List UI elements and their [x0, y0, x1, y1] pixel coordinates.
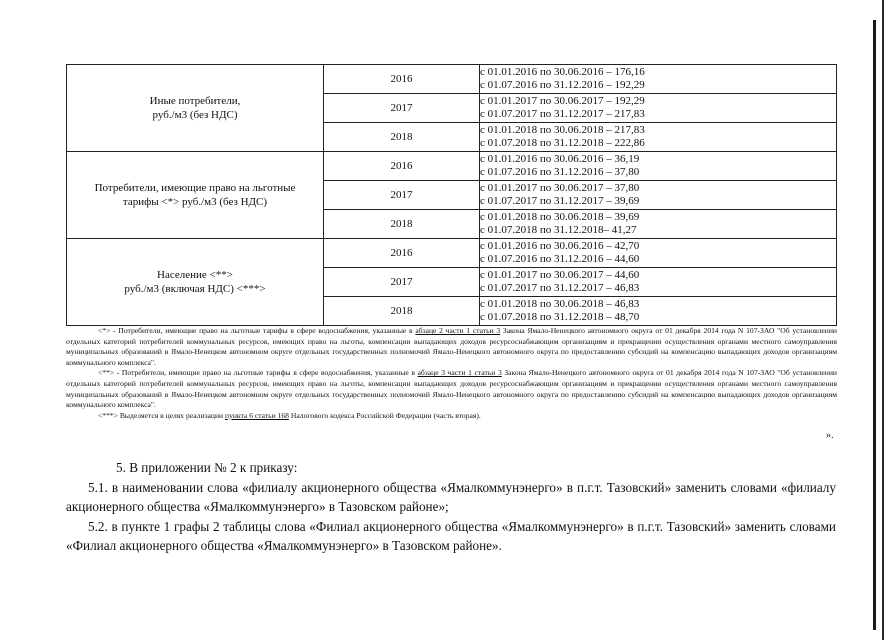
period-second-half: с 01.07.2017 по 31.12.2017 – 46,83 [480, 282, 640, 294]
year-cell: 2018 [324, 297, 480, 326]
period-first-half: с 01.01.2018 по 30.06.2018 – 217,83 [480, 124, 645, 136]
consumer-unit: руб./м3 (включая НДС) <***> [124, 283, 266, 295]
period-second-half: с 01.07.2018 по 31.12.2018 – 222,86 [480, 137, 645, 149]
footnote-1 [66, 326, 837, 368]
consumer-cell [67, 239, 324, 326]
footnote-text: Налогового кодекса Российской Федерации (часть вторая). [288, 410, 481, 420]
year-cell: 2017 [324, 268, 480, 297]
consumer-label: Иные потребители, [149, 95, 241, 107]
consumer-label: Население <**> [157, 269, 233, 281]
period-second-half: с 01.07.2018 по 31.12.2018 – 48,70 [480, 311, 640, 323]
period-cell [480, 210, 837, 239]
period-cell [480, 239, 837, 268]
year-cell: 2017 [324, 94, 480, 123]
tariff-table [66, 64, 837, 326]
consumer-unit: руб./м3 (без НДС) [152, 109, 238, 121]
year-cell: 2018 [324, 123, 480, 152]
order-amendments [66, 458, 836, 556]
footnote-text: <***> Выделяется в целях реализации [98, 410, 225, 420]
consumer-unit: тарифы <*> руб./м3 (без НДС) [122, 196, 268, 208]
period-cell [480, 123, 837, 152]
item-5-heading: 5. В приложении № 2 к приказу: [116, 460, 298, 475]
footnote-3 [66, 411, 837, 422]
consumer-cell [67, 65, 324, 152]
footnote-law-link[interactable]: пункта 6 статьи 168 [225, 410, 289, 420]
year-cell: 2016 [324, 152, 480, 181]
period-cell [480, 94, 837, 123]
period-second-half: с 01.07.2016 по 31.12.2016 – 44,60 [480, 253, 640, 265]
scan-border [882, 0, 884, 640]
footnotes [66, 326, 837, 421]
period-first-half: с 01.01.2016 по 30.06.2016 – 42,70 [480, 240, 640, 252]
period-cell [480, 152, 837, 181]
item-5-1: 5.1. в наименовании слова «филиалу акционерного общества «Ямалкоммунэнерго» в п.г.т. Тазовский» заменить словами «филиалу акционерного общества «Ямалкоммунэнерго» в Тазовском районе»; [66, 479, 836, 515]
period-first-half: с 01.01.2017 по 30.06.2017 – 44,60 [480, 269, 640, 281]
period-second-half: с 01.07.2017 по 31.12.2017 – 39,69 [480, 195, 640, 207]
year-cell: 2017 [324, 181, 480, 210]
table-row [67, 152, 837, 181]
period-first-half: с 01.01.2018 по 30.06.2018 – 39,69 [480, 211, 640, 223]
footnote-text: Закона Ямало-Ненецкого автономного округа от 01 декабря 2014 года N 107-ЗАО "Об установлении отдельных категорий потребителей коммунальных ресурсов, имеющих право на льготы, компенсации выпадающих доходов ресурсоснабжающим организациям и прекращении осуществления органами местного самоуправления муниципальных образований в Ямало-Ненецком автономном округе отдельных государственных полномочий Ямало-Ненецкого автономного округа по предоставлению субсидий на компенсацию выпадающих доходов организациям коммунального комплекса". [66, 368, 837, 410]
year-cell: 2016 [324, 65, 480, 94]
footnote-law-link[interactable]: абзаце 2 части 1 статьи 3 [415, 326, 501, 335]
period-second-half: с 01.07.2018 по 31.12.2018– 41,27 [480, 224, 637, 236]
footnote-text: <*> - Потребители, имеющие право на льготные тарифы в сфере водоснабжения, указанные в [98, 326, 416, 335]
table-row [67, 239, 837, 268]
footnote-law-link[interactable]: абзаце 3 части 1 статьи 3 [417, 368, 502, 378]
footnote-text: <**> - Потребители, имеющие право на льготные тарифы в сфере водоснабжения, указанные в [98, 368, 418, 378]
period-first-half: с 01.01.2018 по 30.06.2018 – 46,83 [480, 298, 640, 310]
footnote-2 [66, 368, 837, 410]
consumer-label: Потребители, имеющие право на льготные [94, 182, 296, 194]
period-cell [480, 297, 837, 326]
footnote-text: Закона Ямало-Ненецкого автономного округа от 01 декабря 2014 года N 107-ЗАО "Об установлении отдельных категорий потребителей коммунальных ресурсов, имеющих право на льготы, компенсации выпадающих доходов ресурсоснабжающим организациям и прекращении осуществления органами местного самоуправления муниципальных образований в Ямало-Ненецком автономном округе отдельных государственных полномочий Ямало-Ненецкого автономного округа по предоставлению субсидий на компенсацию выпадающих доходов организациям коммунального комплекса". [66, 326, 837, 367]
period-cell [480, 181, 837, 210]
period-second-half: с 01.07.2017 по 31.12.2017 – 217,83 [480, 108, 645, 120]
item-5-2: 5.2. в пункте 1 графы 2 таблицы слова «Филиал акционерного общества «Ямалкоммунэнерго» в п.г.т. Тазовский» заменить словами «Филиал акционерного общества «Ямалкоммунэнерго» в Тазовском районе». [66, 518, 836, 554]
period-cell [480, 65, 837, 94]
period-second-half: с 01.07.2016 по 31.12.2016 – 37,80 [480, 166, 640, 178]
closing-quote: ». [826, 430, 834, 441]
scan-edge-line [873, 20, 876, 630]
period-cell [480, 268, 837, 297]
consumer-cell [67, 152, 324, 239]
period-first-half: с 01.01.2017 по 30.06.2017 – 192,29 [480, 95, 645, 107]
period-first-half: с 01.01.2016 по 30.06.2016 – 36,19 [480, 153, 640, 165]
year-cell: 2016 [324, 239, 480, 268]
table-row [67, 65, 837, 94]
year-cell: 2018 [324, 210, 480, 239]
period-first-half: с 01.01.2016 по 30.06.2016 – 176,16 [480, 66, 645, 78]
period-first-half: с 01.01.2017 по 30.06.2017 – 37,80 [480, 182, 640, 194]
period-second-half: с 01.07.2016 по 31.12.2016 – 192,29 [480, 79, 645, 91]
